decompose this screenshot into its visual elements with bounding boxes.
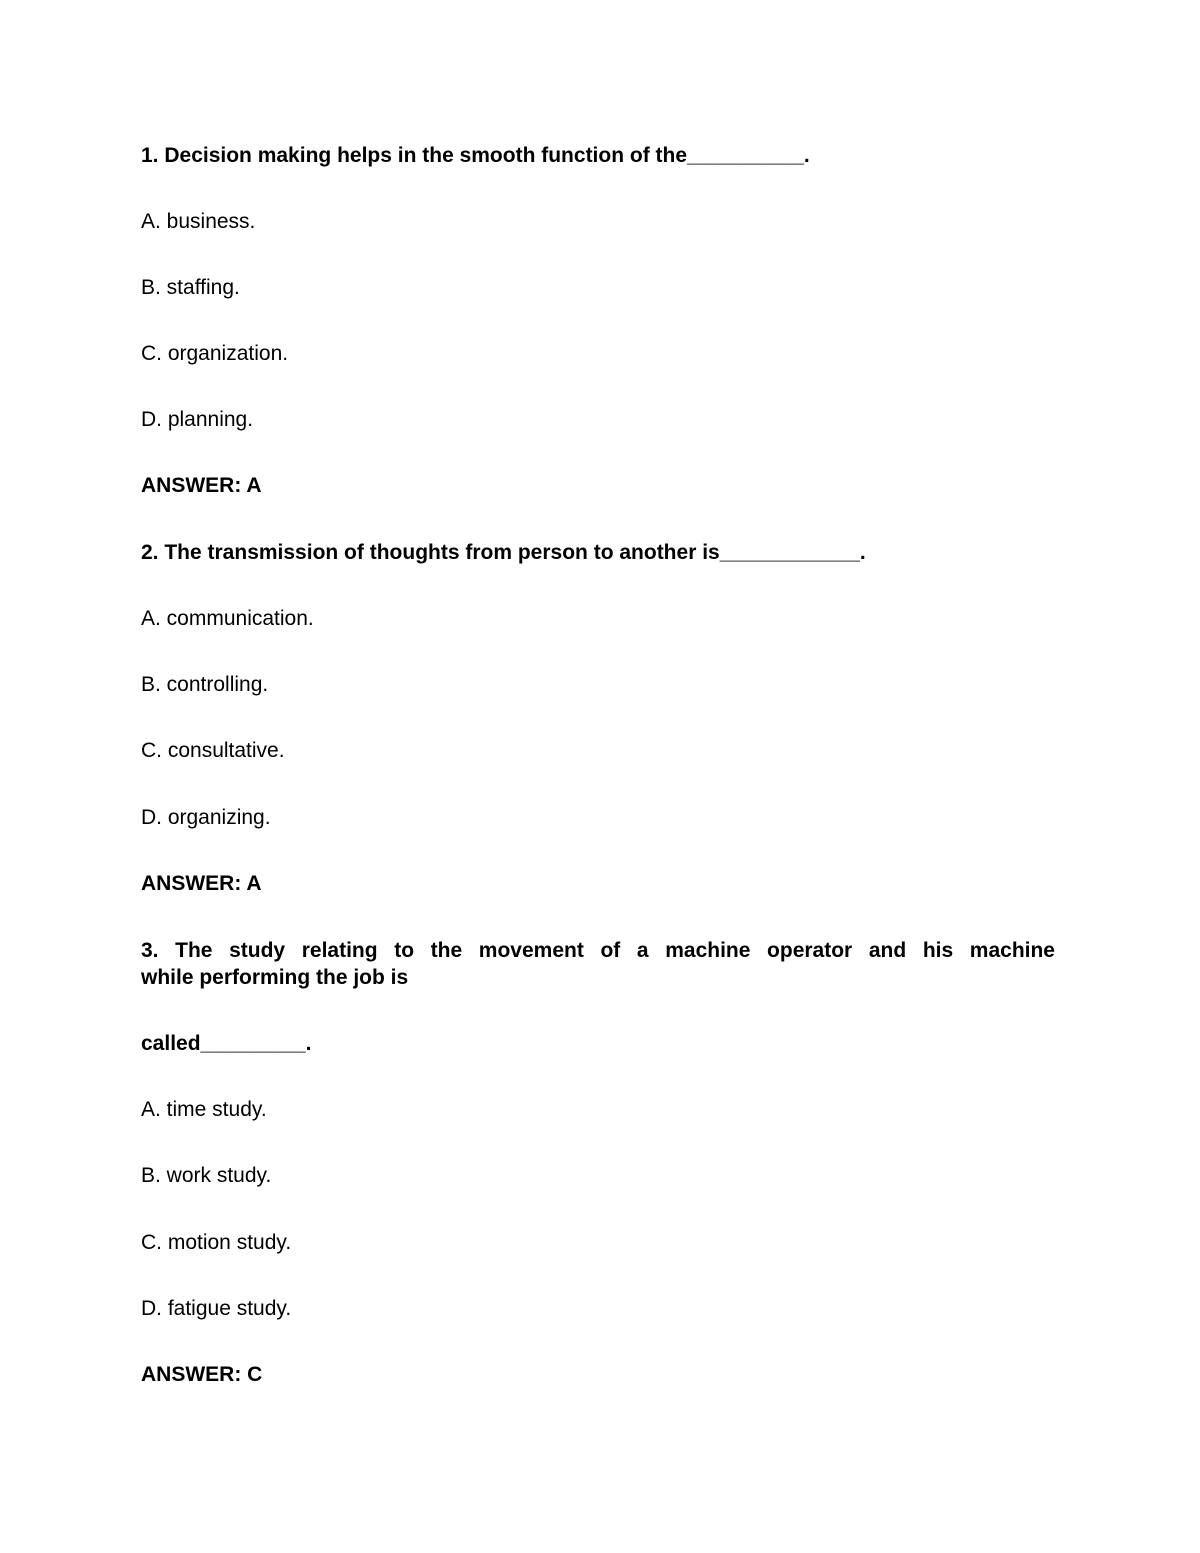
question-1-option-a: A. business. [141,210,256,233]
question-2-stem: 2. The transmission of thoughts from person to another is____________. [141,541,866,564]
question-1-stem: 1. Decision making helps in the smooth function of the__________. [141,144,810,167]
question-3-option-a: A. time study. [141,1098,267,1121]
question-2-option-c: C. consultative. [141,739,285,762]
question-3-option-c: C. motion study. [141,1231,292,1254]
question-3-stem-line-1: 3. The study relating to the movement of a machine operator and his machine [141,939,1055,962]
question-2-option-a: A. communication. [141,607,314,630]
question-3-option-b: B. work study. [141,1164,272,1187]
question-1-option-c: C. organization. [141,342,289,365]
question-3-stem-line-3: called_________. [141,1032,312,1055]
question-2-option-d: D. organizing. [141,806,271,829]
question-3-answer: ANSWER: C [141,1363,263,1386]
question-3-option-d: D. fatigue study. [141,1297,292,1320]
question-1-option-d: D. planning. [141,408,254,431]
question-2-option-b: B. controlling. [141,673,269,696]
question-3-stem-line-2: while performing the job is [141,966,409,989]
question-1-answer: ANSWER: A [141,474,262,497]
question-2-answer: ANSWER: A [141,872,262,895]
question-1-option-b: B. staffing. [141,276,240,299]
